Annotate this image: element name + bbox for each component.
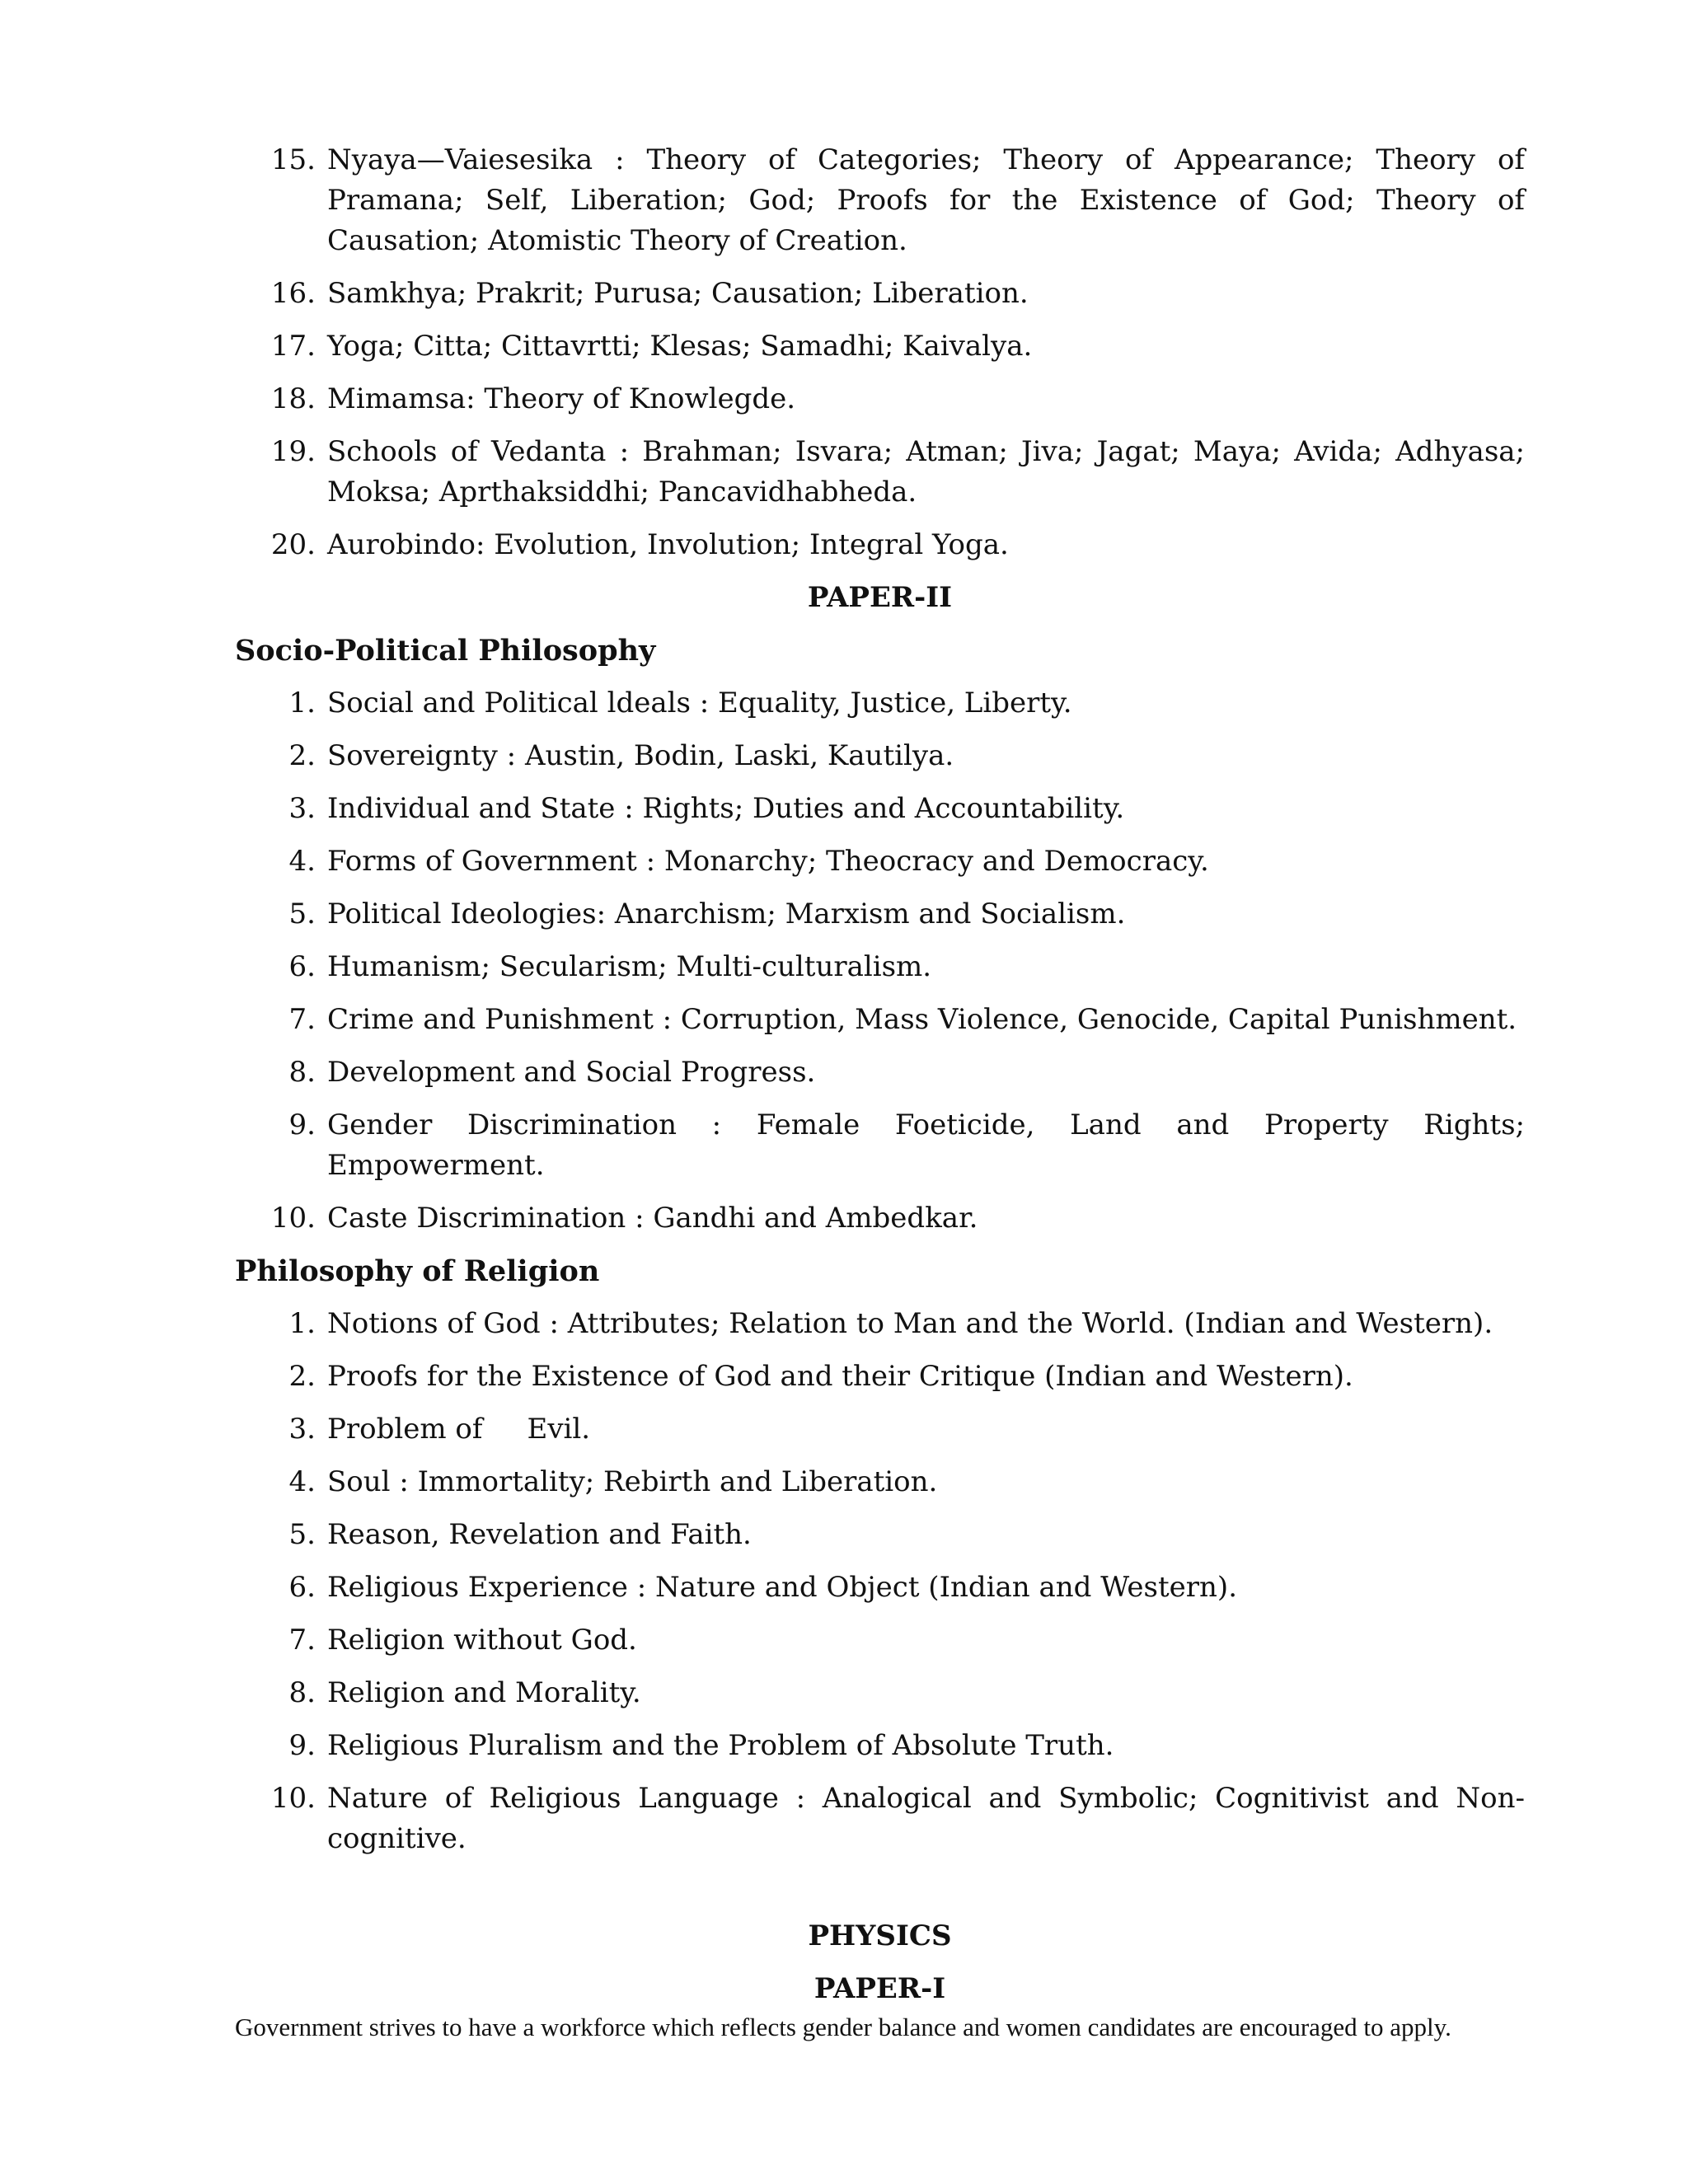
item-text: Schools of Vedanta : Brahman; Isvara; Atman; Jiva; Jagat; Maya; Avida; Adhyasa; Moksa; Aprthaksiddhi; Pancavidhabheda. bbox=[327, 435, 1525, 509]
list-item bbox=[235, 894, 1525, 935]
item-number: 4. bbox=[288, 845, 316, 878]
list-item bbox=[235, 1409, 1525, 1450]
item-text: Nature of Religious Language : Analogical and Symbolic; Cognitivist and Non-cognitive. bbox=[327, 1782, 1525, 1855]
list-item bbox=[235, 789, 1525, 829]
list-item bbox=[235, 1357, 1525, 1397]
list-item bbox=[235, 326, 1525, 367]
religion-list bbox=[235, 1304, 1525, 1859]
list-item bbox=[235, 379, 1525, 419]
list-item bbox=[235, 736, 1525, 776]
list-item bbox=[235, 683, 1525, 724]
list-item bbox=[235, 947, 1525, 987]
list-item bbox=[235, 432, 1525, 513]
item-number: 10. bbox=[270, 1782, 316, 1815]
item-number: 17. bbox=[270, 330, 316, 363]
item-number: 18. bbox=[270, 382, 316, 415]
item-number: 3. bbox=[288, 1413, 316, 1446]
item-number: 1. bbox=[288, 1307, 316, 1340]
list-item bbox=[235, 1198, 1525, 1239]
list-item bbox=[235, 525, 1525, 565]
list-item bbox=[235, 1673, 1525, 1713]
item-number: 9. bbox=[288, 1729, 316, 1762]
item-text: Humanism; Secularism; Multi-culturalism. bbox=[327, 950, 932, 983]
item-number: 19. bbox=[270, 435, 316, 468]
item-number: 2. bbox=[288, 1360, 316, 1393]
physics-heading: PHYSICS bbox=[808, 1919, 952, 1952]
religion-heading: Philosophy of Religion bbox=[235, 1254, 600, 1288]
item-text: Development and Social Progress. bbox=[327, 1056, 816, 1089]
item-text: Reason, Revelation and Faith. bbox=[327, 1518, 752, 1551]
item-text: Nyaya—Vaiesesika : Theory of Categories; Theory of Appearance; Theory of Pramana; Self, Liberation; God; Proofs for the Existence of God; Theory of Causation; Atomistic Theory of Creation. bbox=[327, 143, 1525, 257]
list-item bbox=[235, 1779, 1525, 1859]
item-number: 3. bbox=[288, 792, 316, 825]
paper1-continued-list bbox=[235, 140, 1525, 565]
item-number: 4. bbox=[288, 1465, 316, 1498]
item-number: 6. bbox=[288, 950, 316, 983]
list-item bbox=[235, 1515, 1525, 1555]
item-number: 7. bbox=[288, 1003, 316, 1036]
list-item bbox=[235, 1304, 1525, 1344]
item-text: Religion without God. bbox=[327, 1624, 637, 1657]
item-number: 1. bbox=[288, 687, 316, 719]
list-item bbox=[235, 1462, 1525, 1502]
item-text: Proofs for the Existence of God and their Critique (Indian and Western). bbox=[327, 1360, 1353, 1393]
physics-paper1-heading: PAPER-I bbox=[814, 1972, 946, 2005]
item-number: 2. bbox=[288, 739, 316, 772]
item-text: Social and Political ldeals : Equality, Justice, Liberty. bbox=[327, 687, 1072, 719]
item-number: 9. bbox=[288, 1108, 316, 1141]
paper2-heading: PAPER-II bbox=[807, 581, 953, 614]
item-number: 6. bbox=[288, 1571, 316, 1604]
list-item bbox=[235, 1000, 1525, 1040]
item-text: Samkhya; Prakrit; Purusa; Causation; Liberation. bbox=[327, 277, 1029, 310]
item-text: Problem of Evil. bbox=[327, 1413, 591, 1446]
item-text: Political Ideologies: Anarchism; Marxism and Socialism. bbox=[327, 898, 1126, 930]
item-number: 8. bbox=[288, 1676, 316, 1709]
item-number: 5. bbox=[288, 1518, 316, 1551]
socio-political-list bbox=[235, 683, 1525, 1239]
item-text: Religious Experience : Nature and Object (Indian and Western). bbox=[327, 1571, 1238, 1604]
item-number: 10. bbox=[270, 1202, 316, 1235]
list-item bbox=[235, 1105, 1525, 1186]
item-text: Individual and State : Rights; Duties and Accountability. bbox=[327, 792, 1125, 825]
item-text: Forms of Government : Monarchy; Theocracy and Democracy. bbox=[327, 845, 1209, 878]
list-item bbox=[235, 1620, 1525, 1661]
list-item bbox=[235, 1052, 1525, 1093]
item-text: Soul : Immortality; Rebirth and Liberation. bbox=[327, 1465, 938, 1498]
item-number: 15. bbox=[270, 143, 316, 176]
section-spacer bbox=[235, 1872, 1525, 1916]
item-text: Yoga; Citta; Cittavrtti; Klesas; Samadhi; Kaivalya. bbox=[327, 330, 1033, 363]
item-text: Religion and Morality. bbox=[327, 1676, 641, 1709]
item-number: 7. bbox=[288, 1624, 316, 1657]
socio-political-heading: Socio-Political Philosophy bbox=[235, 634, 656, 668]
item-number: 16. bbox=[270, 277, 316, 310]
item-text: Caste Discrimination : Gandhi and Ambedkar. bbox=[327, 1202, 978, 1235]
list-item bbox=[235, 1568, 1525, 1608]
item-text: Sovereignty : Austin, Bodin, Laski, Kautilya. bbox=[327, 739, 954, 772]
document-page bbox=[235, 140, 1525, 2022]
item-number: 5. bbox=[288, 898, 316, 930]
item-text: Mimamsa: Theory of Knowlegde. bbox=[327, 382, 796, 415]
footer-note: Government strives to have a workforce which reflects gender balance and women candidates are encouraged to apply. bbox=[235, 2013, 1451, 2041]
item-number: 8. bbox=[288, 1056, 316, 1089]
item-text: Aurobindo: Evolution, Involution; Integral Yoga. bbox=[327, 528, 1009, 561]
list-item bbox=[235, 841, 1525, 882]
item-text: Gender Discrimination : Female Foeticide, Land and Property Rights; Empowerment. bbox=[327, 1108, 1525, 1182]
list-item bbox=[235, 140, 1525, 261]
item-text: Religious Pluralism and the Problem of Absolute Truth. bbox=[327, 1729, 1114, 1762]
item-text: Notions of God : Attributes; Relation to Man and the World. (Indian and Western). bbox=[327, 1307, 1493, 1340]
item-text: Crime and Punishment : Corruption, Mass Violence, Genocide, Capital Punishment. bbox=[327, 1003, 1517, 1036]
item-number: 20. bbox=[270, 528, 316, 561]
list-item bbox=[235, 1726, 1525, 1766]
list-item bbox=[235, 274, 1525, 314]
